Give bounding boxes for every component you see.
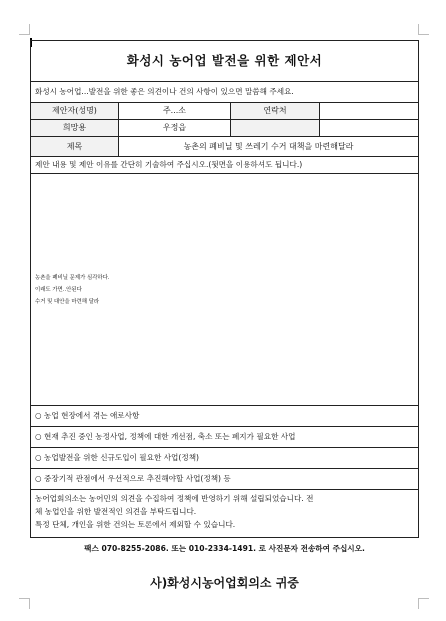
note-text	[31, 490, 418, 537]
content-line: 이래도 가면..안된다	[35, 287, 82, 293]
form-title: 화성시 농어업 발전을 위한 제안서	[31, 41, 418, 82]
note-line: 특정 단체, 개인을 위한 건의는 토론에서 제외할 수 있습니다.	[35, 520, 236, 529]
note-line: 농어업회의소는 농어민의 의견을 수집하여 정책에 반영하기 위해 설립되었습니다. 전	[35, 494, 314, 503]
proposer-label: 제안자(성명)	[31, 103, 119, 119]
crop-mark-bottom-left	[19, 598, 30, 609]
content-line: 수거 및 대안을 마련해 달라	[35, 299, 100, 305]
note-line: 체 농업인을 위한 발전적인 의견을 부탁드립니다.	[35, 507, 197, 516]
recipient-label: 희망용	[31, 120, 119, 136]
subject-row	[31, 137, 418, 157]
content-area[interactable]	[31, 174, 418, 406]
recipient-extra-value[interactable]	[320, 120, 418, 136]
option-item: ○ 현재 추진 중인 농정사업, 정책에 대한 개선점, 축소 또는 폐지가 필요한 사업	[31, 427, 418, 448]
content-line: 농촌을 폐비닐 문제가 심각하다.	[35, 275, 110, 281]
intro-text: 화성시 농어업...발전을 위한 좋은 의견이나 건의 사항이 있으면 말씀해 주세요.	[31, 82, 418, 103]
option-item: ○ 중장기적 관점에서 우선적으로 추진해야할 사업(정책) 등	[31, 469, 418, 490]
crop-mark-top-left	[19, 24, 30, 35]
content-instruction: 제안 내용 및 제안 이유를 간단히 기술하여 주십시오.(뒷면을 이용하셔도 됩니다.)	[31, 157, 418, 174]
recipient-value[interactable]: 우정읍	[119, 120, 231, 136]
content-text	[35, 272, 110, 308]
footer-recipient: 사)화성시농어업회의소 귀중	[150, 576, 299, 590]
proposer-row	[31, 103, 418, 120]
proposal-form	[30, 40, 419, 538]
option-item: ○ 농업 현장에서 겪는 애로사항	[31, 406, 418, 427]
crop-mark-top-right	[418, 24, 429, 35]
proposer-value[interactable]: 주...소	[119, 103, 231, 119]
contact-value[interactable]	[320, 103, 418, 119]
contact-label: 연락처	[231, 103, 320, 119]
subject-value[interactable]: 농촌의 폐비닐 및 쓰레기 수거 대책을 마련해달라	[183, 141, 354, 151]
crop-mark-bottom-right	[418, 598, 429, 609]
recipient-row	[31, 120, 418, 137]
fax-instruction: 팩스 070-8255-2086. 또는 010-2334-1491. 로 사진문자 전송하여 주십시오.	[84, 544, 365, 553]
recipient-extra-label	[231, 120, 320, 136]
subject-label: 제목	[31, 137, 119, 156]
option-item: ○ 농업발전을 위한 신규도입이 필요한 사업(정책)	[31, 448, 418, 469]
